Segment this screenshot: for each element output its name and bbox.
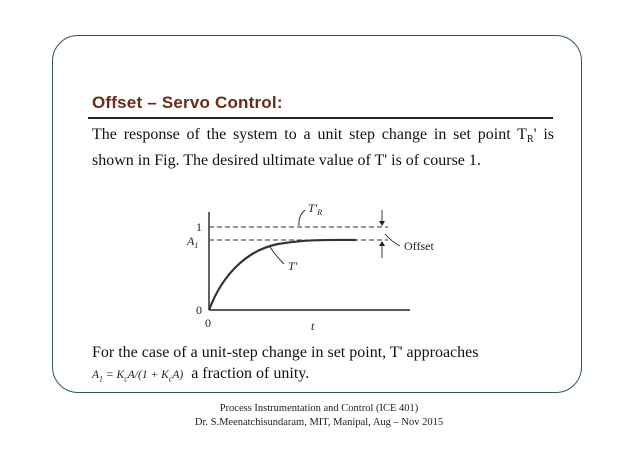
footer-course: Process Instrumentation and Control (ICE 401) xyxy=(219,403,419,414)
offset-formula xyxy=(92,369,184,384)
y-tick-a1-main: A xyxy=(187,234,195,248)
offset-label: Offset xyxy=(404,239,434,253)
response-curve xyxy=(209,240,356,310)
x-axis-label: t xyxy=(311,319,315,333)
setpoint-leader xyxy=(299,210,305,226)
y-tick-a1 xyxy=(186,234,198,250)
formula-eq: = K xyxy=(103,369,125,381)
formula-kc-sub: c xyxy=(124,374,128,384)
intro-text-start: The response of the system to a unit step change in set point T xyxy=(92,126,527,143)
setpoint-curve-label xyxy=(308,201,322,217)
setpoint-label-sub: R xyxy=(317,208,323,217)
y-tick-a1-sub: 1 xyxy=(194,241,199,250)
x-tick-zero: 0 xyxy=(205,316,211,330)
fraction-of-unity-text: a fraction of unity. xyxy=(191,365,310,382)
setpoint-label-main: T' xyxy=(308,201,318,215)
offset-arrowhead-top xyxy=(379,221,385,226)
formula-mid: A/(1 + K xyxy=(127,369,169,381)
slide-footer xyxy=(0,402,638,430)
response-curve-label: T' xyxy=(288,259,298,273)
offset-arrowhead-bottom xyxy=(379,241,385,246)
formula-kc-sub2: c xyxy=(168,374,173,384)
y-tick-zero: 0 xyxy=(196,303,202,317)
intro-paragraph xyxy=(92,124,554,171)
intro-subscript: R xyxy=(526,134,534,145)
step-response-figure xyxy=(178,198,478,338)
y-tick-one: 1 xyxy=(196,220,202,234)
formula-line xyxy=(92,363,309,389)
formula-a-sub: 1 xyxy=(99,374,104,384)
slide-title: Offset – Servo Control: xyxy=(92,93,283,112)
footer-author: Dr. S.Meenatchisundaram, MIT, Manipal, Aug – Nov 2015 xyxy=(194,417,444,428)
title-underline xyxy=(88,117,553,119)
formula-a: A xyxy=(92,369,100,381)
formula-end: A) xyxy=(172,369,184,381)
response-leader xyxy=(270,247,284,264)
conclusion-paragraph: For the case of a unit-step change in set point, T' approaches xyxy=(92,344,479,361)
intro-text-end: ' is shown in Fig. The desired ultimate value of T' is of course 1. xyxy=(92,126,554,169)
